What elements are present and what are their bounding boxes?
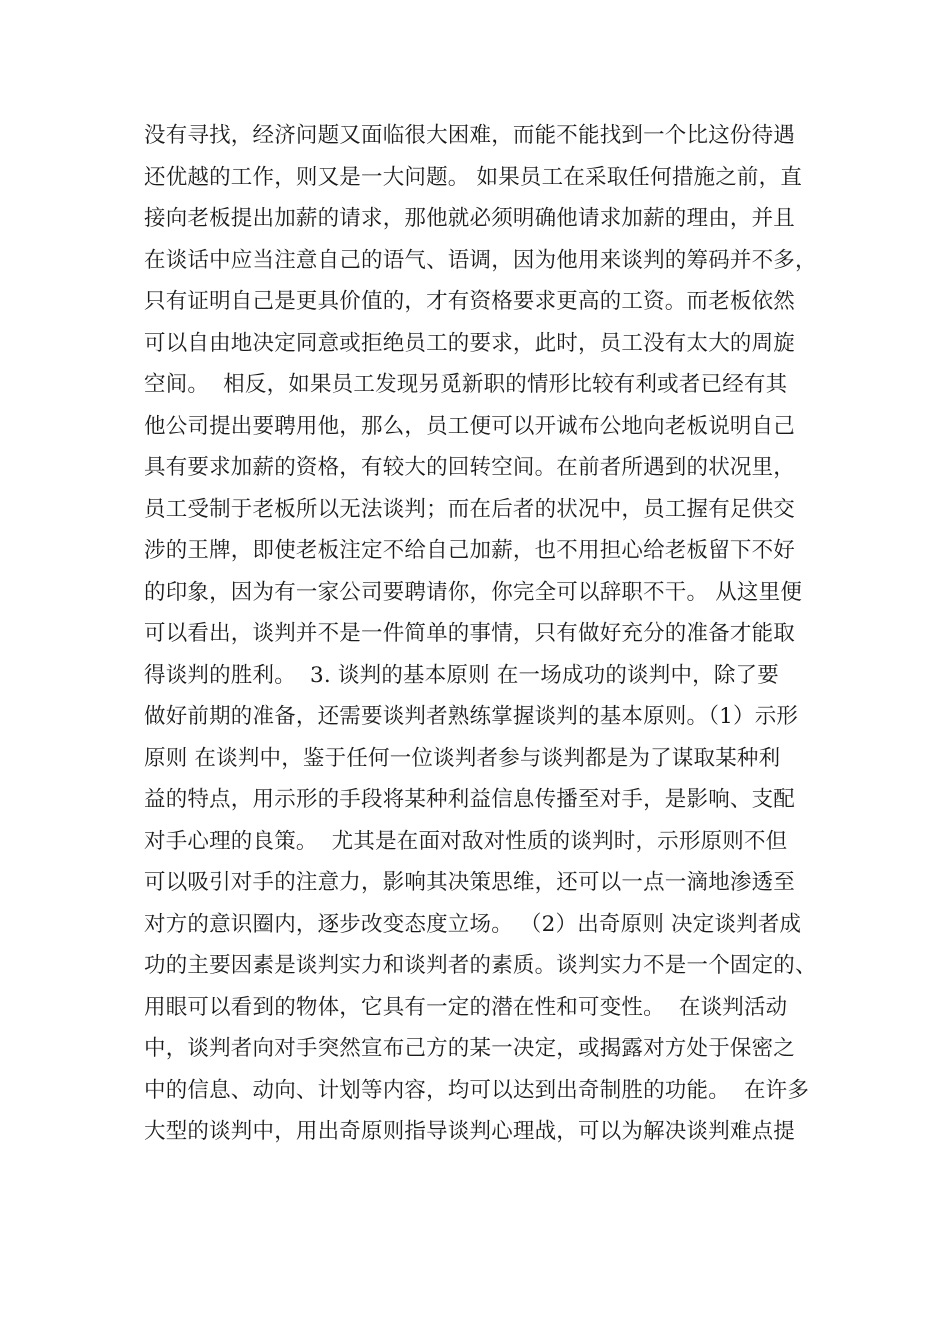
text-line: 员工受制于老板所以无法谈判；而在后者的状况中，员工握有足供交 xyxy=(144,496,796,522)
text-line: 具有要求加薪的资格，有较大的回转空间。在前者所遇到的状况里， xyxy=(144,455,796,480)
text-line: 大型的谈判中，用出奇原则指导谈判心理战，可以为解决谈判难点提 xyxy=(144,1119,796,1144)
text-line: 可以自由地决定同意或拒绝员工的要求，此时，员工没有太大的周旋 xyxy=(144,330,796,356)
text-line: 没有寻找，经济问题又面临很大困难，而能不能找到一个比这份待遇 xyxy=(144,123,796,148)
text-line: 对手心理的良策。 尤其是在面对敌对性质的谈判时，示形原则不但 xyxy=(144,828,788,854)
text-line: 原则 在谈判中，鉴于任何一位谈判者参与谈判都是为了谋取某种利 xyxy=(144,745,781,771)
text-line: 还优越的工作，则又是一大问题。 如果员工在采取任何措施之前，直 xyxy=(144,164,803,190)
text-line: 可以吸引对手的注意力，影响其决策思维，还可以一点一滴地渗透至 xyxy=(144,870,796,895)
text-line: 中的信息、动向、计划等内容，均可以达到出奇制胜的功能。 在许多 xyxy=(144,1077,810,1103)
text-line: 空间。 相反，如果员工发现另觅新职的情形比较有利或者已经有其 xyxy=(144,372,788,397)
text-line: 只有证明自己是更具价值的，才有资格要求更高的工资。而老板依然 xyxy=(144,289,796,314)
text-line: 用眼可以看到的物体，它具有一定的潜在性和可变性。 在谈判活动 xyxy=(144,994,788,1020)
body-text xyxy=(144,115,824,1153)
text-line: 功的主要因素是谈判实力和谈判者的素质。谈判实力不是一个固定的、 xyxy=(144,953,817,978)
text-line: 在谈话中应当注意自己的语气、语调，因为他用来谈判的筹码并不多， xyxy=(144,247,817,273)
text-line: 得谈判的胜利。 3. 谈判的基本原则 在一场成功的谈判中，除了要 xyxy=(144,662,779,688)
text-line: 中，谈判者向对手突然宣布己方的某一决定，或揭露对方处于保密之 xyxy=(144,1036,796,1061)
text-line: 对方的意识圈内，逐步改变态度立场。 （2）出奇原则 决定谈判者成 xyxy=(144,911,802,937)
text-line: 他公司提出要聘用他，那么，员工便可以开诚布公地向老板说明自己 xyxy=(144,413,796,439)
text-line: 可以看出，谈判并不是一件简单的事情，只有做好充分的准备才能取 xyxy=(144,621,796,646)
text-line: 涉的王牌，即使老板注定不给自己加薪，也不用担心给老板留下不好 xyxy=(144,538,796,563)
text-line: 做好前期的准备，还需要谈判者熟练掌握谈判的基本原则。（1）示形 xyxy=(144,704,799,729)
text-line: 接向老板提出加薪的请求，那他就必须明确他请求加薪的理由，并且 xyxy=(144,206,796,231)
text-line: 益的特点，用示形的手段将某种利益信息传播至对手，是影响、支配 xyxy=(144,787,796,812)
text-line: 的印象，因为有一家公司要聘请你，你完全可以辞职不干。 从这里便 xyxy=(144,579,803,605)
